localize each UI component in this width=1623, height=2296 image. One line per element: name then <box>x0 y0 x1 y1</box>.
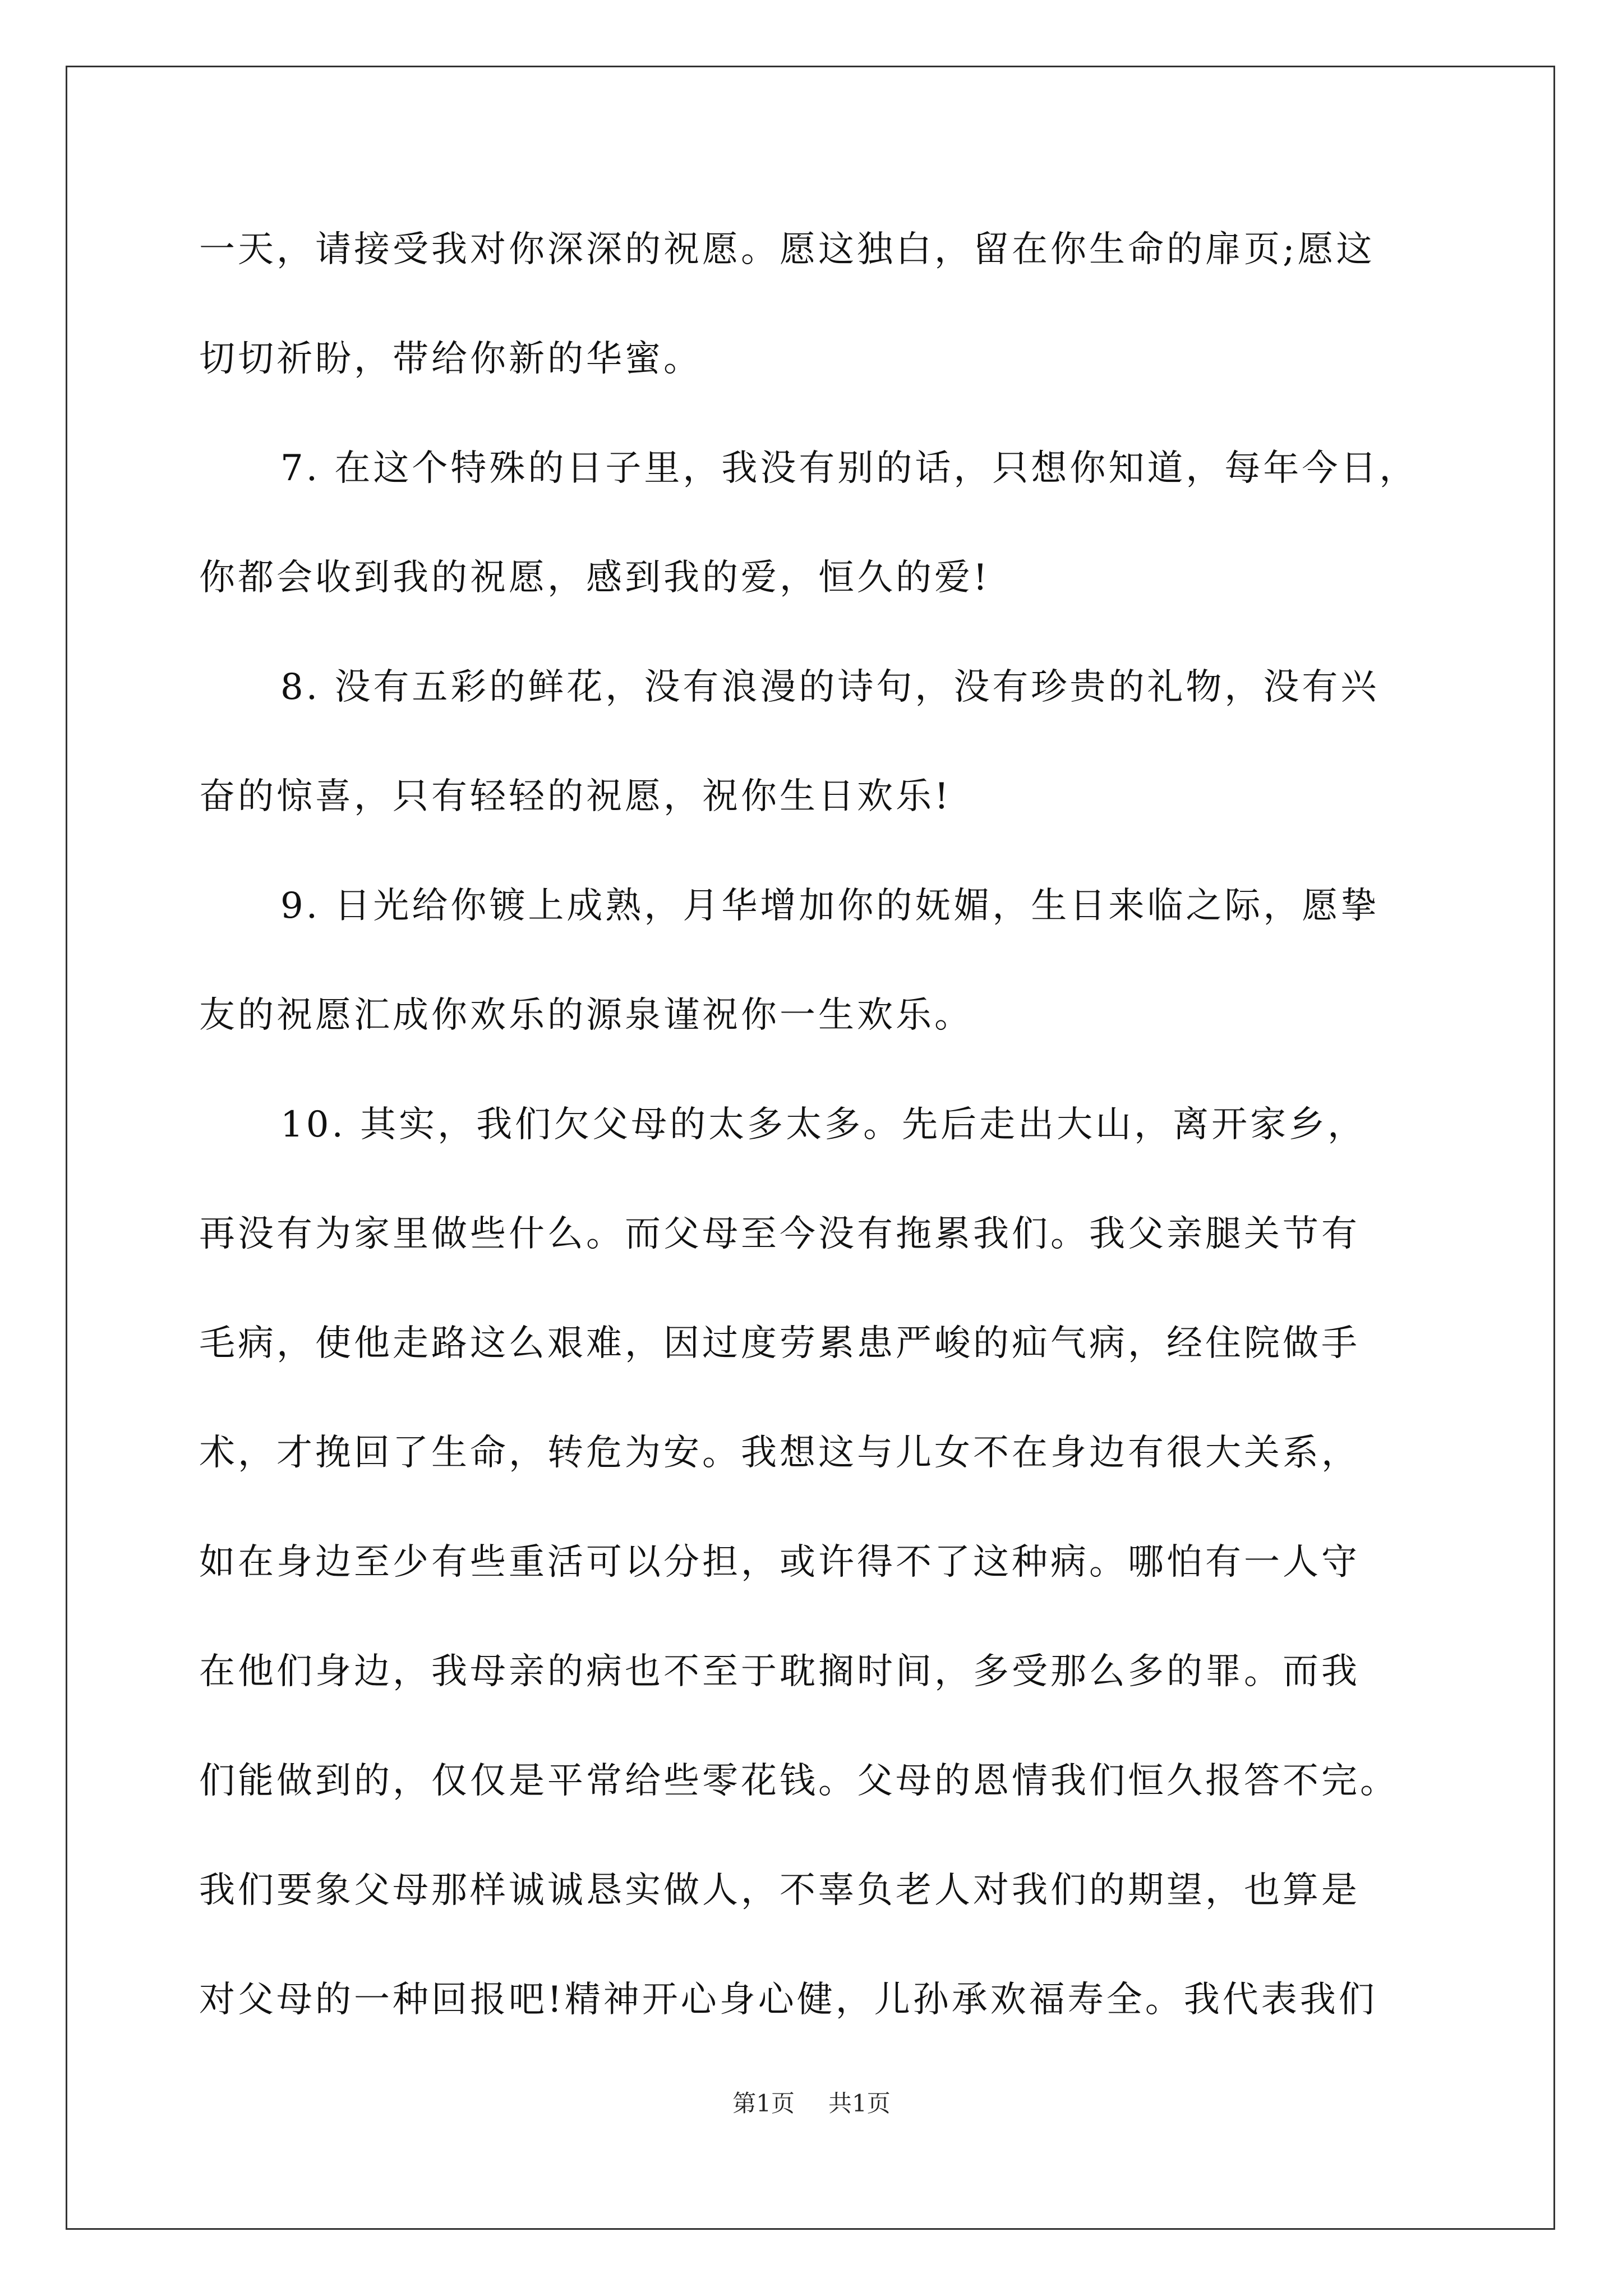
text-line: 友的祝愿汇成你欢乐的源泉谨祝你一生欢乐。 <box>199 995 973 1036</box>
text-line: 一天，请接受我对你深深的祝愿。愿这独白，留在你生命的扉页;愿这 <box>199 229 1375 270</box>
paragraph-7-start: 7. 在这个特殊的日子里，我没有别的话，只想你知道，每年今日， <box>280 448 1418 489</box>
paragraph-10-start: 10. 其实，我们欠父母的太多太多。先后走出大山，离开家乡， <box>280 1104 1367 1145</box>
text-line: 毛病，使他走路这么艰难，因过度劳累患严峻的疝气病，经住院做手 <box>199 1323 1360 1364</box>
text-line: 再没有为家里做些什么。而父母至今没有拖累我们。我父亲腿关节有 <box>199 1213 1360 1255</box>
text-line: 奋的惊喜，只有轻轻的祝愿，祝你生日欢乐! <box>199 776 952 817</box>
paragraph-9-start: 9. 日光给你镀上成熟，月华增加你的妩媚，生日来临之际，愿挚 <box>280 885 1380 927</box>
text-line: 在他们身边，我母亲的病也不至于耽搁时间，多受那么多的罪。而我 <box>199 1651 1360 1692</box>
text-line: 术，才挽回了生命，转危为安。我想这与儿女不在身边有很大关系， <box>199 1432 1360 1474</box>
text-line: 你都会收到我的祝愿，感到我的爱，恒久的爱! <box>199 557 990 599</box>
text-line: 切切祈盼，带给你新的华蜜。 <box>199 338 702 380</box>
text-line: 们能做到的，仅仅是平常给些零花钱。父母的恩情我们恒久报答不完。 <box>199 1760 1399 1802</box>
page-footer <box>0 2087 1623 2120</box>
text-line: 对父母的一种回报吧!精神开心身心健，儿孙承欢福寿全。我代表我们 <box>199 1979 1377 2021</box>
page-total: 共1页 <box>828 2090 891 2117</box>
text-line: 如在身边至少有些重活可以分担，或许得不了这种病。哪怕有一人守 <box>199 1542 1360 1583</box>
text-line: 我们要象父母那样诚诚恳实做人，不辜负老人对我们的期望，也算是 <box>199 1870 1360 1911</box>
paragraph-8-start: 8. 没有五彩的鲜花，没有浪漫的诗句，没有珍贵的礼物，没有兴 <box>280 666 1380 708</box>
page-number: 第1页 <box>732 2090 795 2117</box>
